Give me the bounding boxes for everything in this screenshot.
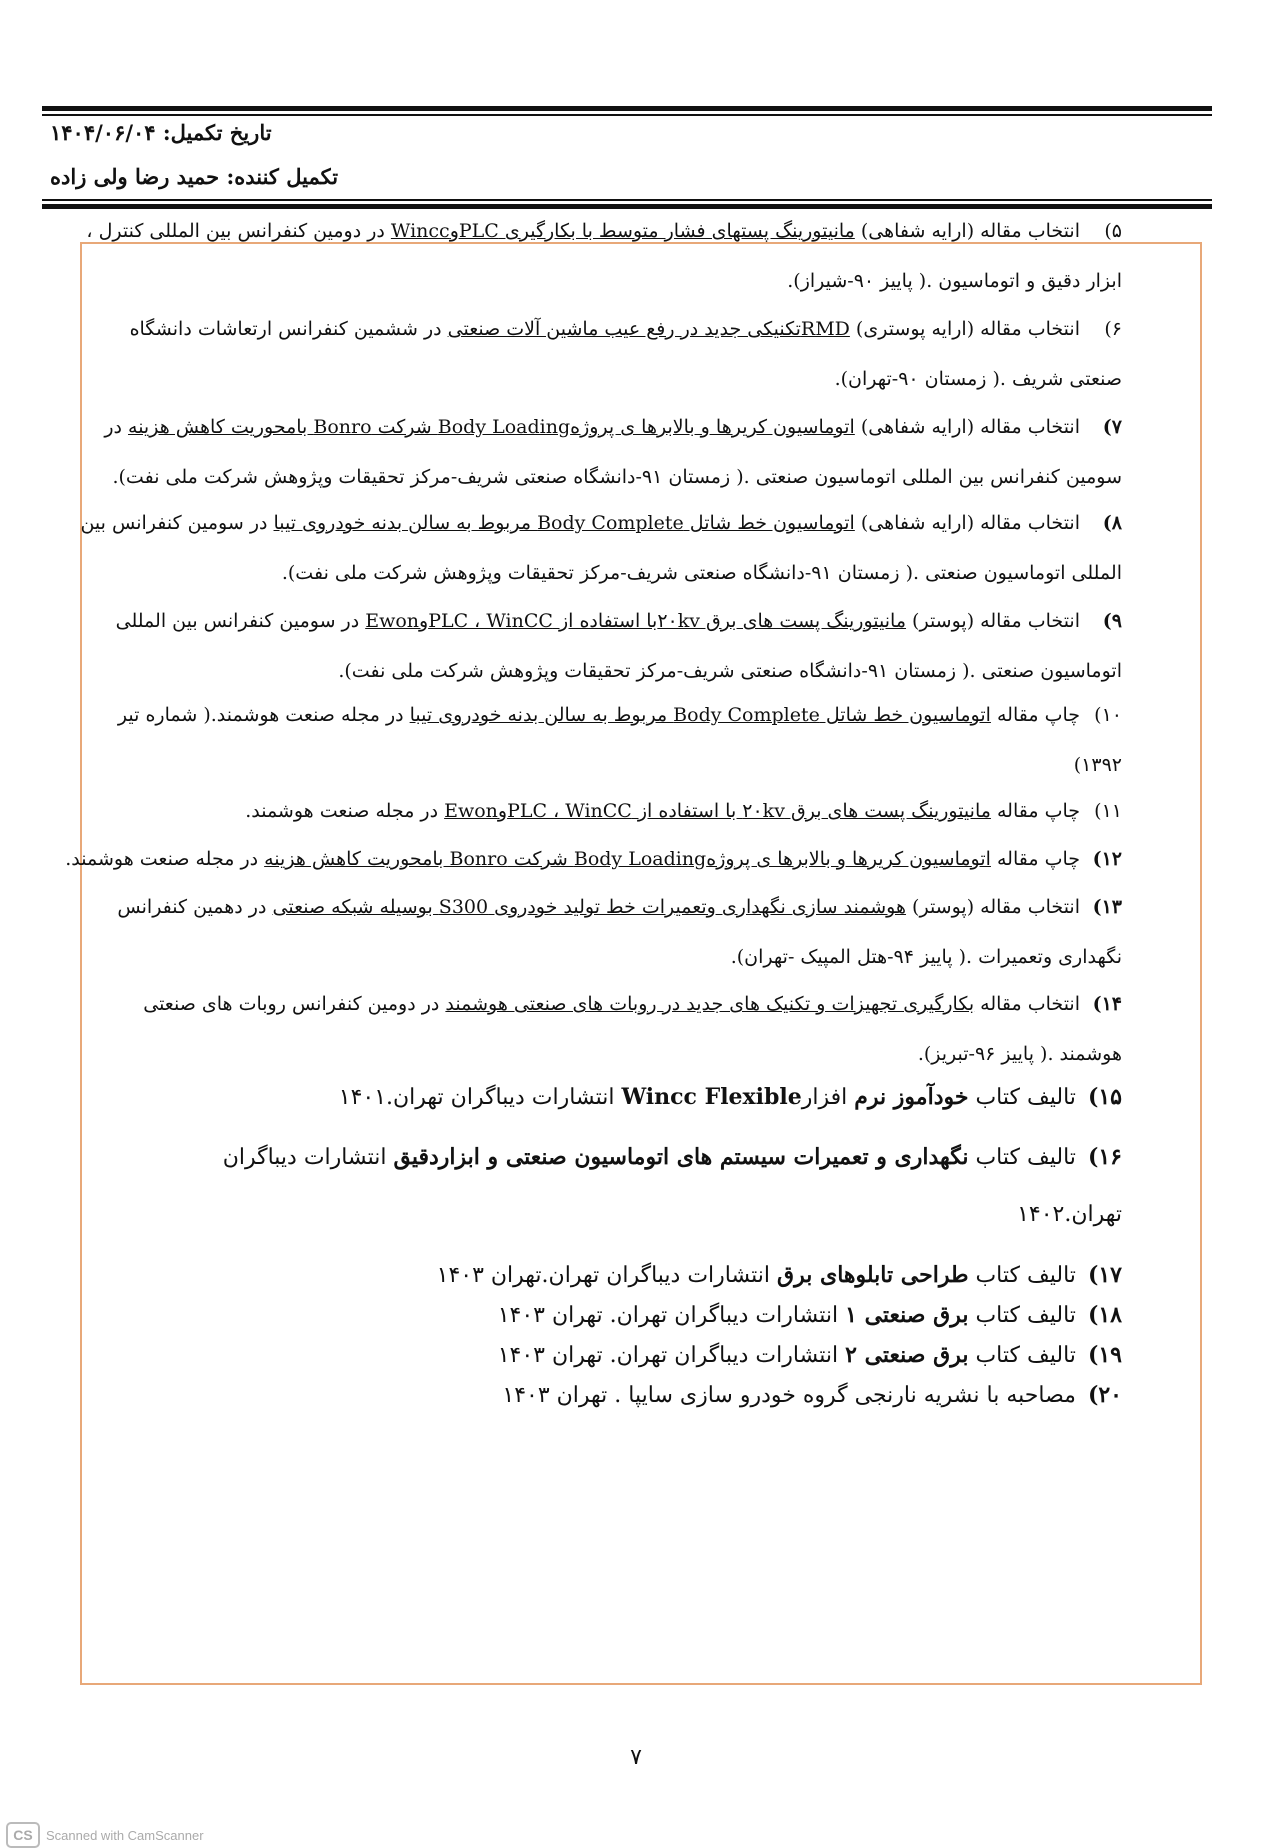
text-segment: تهران.۱۴۰۲ [1017, 1202, 1122, 1227]
page-number: ۷ [630, 1745, 642, 1770]
item-number: ۱۹) [1087, 1342, 1122, 1368]
book-title: Wincc Flexible [621, 1084, 802, 1110]
text-segment: انتخاب مقاله (ارایه پوستری) [849, 318, 1080, 340]
book-item-line [90, 1074, 1122, 1121]
item-number: ۱۲) [1092, 848, 1122, 870]
camscanner-watermark [6, 1822, 204, 1848]
item-number: ۱۳) [1092, 896, 1122, 918]
book-item-line [90, 1192, 1164, 1238]
text-segment: انتخاب مقاله (پوستر) [906, 610, 1080, 632]
text-segment: نگهداری وتعمیرات .( پاییز ۹۴-هتل المپیک -تهران). [730, 946, 1122, 968]
text-segment: ابزار دقیق و اتوماسیون .( پاییز ۹۰-شیراز). [787, 270, 1122, 292]
article-title: اتوماسیون خط شاتل Body Complete مربوط به سالن بدنه خودروی تیبا [409, 704, 991, 726]
text-segment: ۱۳۹۲) [1073, 754, 1122, 776]
article-title: هوشمند سازی نگهداری وتعمیرات خط تولید خودروی S300 بوسیله شبکه صنعتی [272, 896, 907, 918]
text-segment: چاپ مقاله [990, 848, 1080, 870]
text-segment: در دومین کنفرانس بین المللی کنترل ، [86, 220, 391, 242]
item-number: ۱۶) [1087, 1144, 1122, 1170]
text-segment: اتوماسیون صنعتی .( زمستان ۹۱-دانشگاه صنعتی شریف-مرکز تحقیقات وپژوهش شرکت ملی نفت). [338, 660, 1122, 682]
camscanner-icon: CS [6, 1822, 40, 1848]
article-title: مانیتورینگ پست های برق ۲۰kv با استفاده از PLC ، WinCCوEwon [444, 800, 991, 822]
item-number: ۹) [1102, 610, 1122, 632]
item-number: ۸) [1102, 512, 1122, 534]
article-title: بکارگیری تجهیزات و تکنیک های جدید در روبات های صنعتی هوشمند [445, 993, 975, 1015]
book-title: خودآموز نرم [854, 1084, 969, 1110]
text-segment: تالیف کتاب [968, 1343, 1076, 1368]
text-segment: در ششمین کنفرانس ارتعاشات دانشگاه [129, 318, 448, 340]
text-segment: در سومین کنفرانس بین المللی [115, 610, 366, 632]
text-segment: سومین کنفرانس بین المللی اتوماسیون صنعتی .( زمستان ۹۱-دانشگاه صنعتی شریف-مرکز تحقیقات وپژوهش شرکت ملی نفت). [112, 466, 1122, 488]
text-segment: انتخاب مقاله [974, 993, 1080, 1015]
text-segment: انتخاب مقاله (ارایه شفاهی) [854, 512, 1080, 534]
item-number: ۷) [1102, 416, 1122, 438]
item-number: ۱۵) [1087, 1084, 1122, 1110]
text-segment: تالیف کتاب [968, 1145, 1076, 1170]
book-item-line [90, 1372, 1122, 1419]
text-segment: صنعتی شریف .( زمستان ۹۰-تهران). [834, 368, 1122, 390]
item-number: ۱۰) [1094, 704, 1122, 726]
item-number: ۱۷) [1087, 1262, 1122, 1288]
text-segment: در سومین کنفرانس بین [80, 512, 274, 534]
text-segment: انتشارات دیباگران تهران. تهران ۱۴۰۳ [497, 1343, 846, 1368]
text-segment: چاپ مقاله [990, 800, 1080, 822]
item-number: ۱۸) [1087, 1302, 1122, 1328]
text-segment: در دومین کنفرانس روبات های صنعتی [143, 993, 446, 1015]
text-segment: مصاحبه با نشریه نارنجی گروه خودرو سازی سایپا . تهران ۱۴۰۳ [502, 1383, 1076, 1408]
header-rule-top-thick [42, 106, 1212, 111]
text-segment: انتشارات دیباگران تهران. تهران ۱۴۰۳ [497, 1303, 846, 1328]
text-segment: انتخاب مقاله (پوستر) [906, 896, 1080, 918]
item-number: ۱۱) [1094, 800, 1122, 822]
book-title: برق صنعتی ۲ [845, 1342, 969, 1368]
text-segment: در مجله صنعت هوشمند. [245, 800, 445, 822]
text-segment: تالیف کتاب [968, 1263, 1076, 1288]
completed-by: تکمیل کننده: حمید رضا ولی زاده [50, 164, 339, 189]
text-segment: تالیف کتاب [968, 1085, 1076, 1110]
header-rule-bottom-thin [42, 199, 1212, 201]
article-title: اتوماسیون کریرها و بالابرها ی پروژهBody Loading شرکت Bonro بامحوریت کاهش هزینه [128, 416, 855, 438]
text-segment: تالیف کتاب [968, 1303, 1076, 1328]
book-title: نگهداری و تعمیرات سیستم های اتوماسیون صنعتی و ابزاردقیق [393, 1144, 969, 1170]
book-title: طراحی تابلوهای برق [777, 1262, 969, 1288]
item-number: ۶) [1104, 318, 1122, 340]
completion-date: تاریخ تکمیل: ۱۴۰۴/۰۶/۰۴ [50, 120, 272, 145]
text-segment: هوشمند .( پاییز ۹۶-تبریز). [917, 1043, 1122, 1065]
text-segment: المللی اتوماسیون صنعتی .( زمستان ۹۱-دانشگاه صنعتی شریف-مرکز تحقیقات وپژوهش شرکت ملی نفت). [281, 562, 1122, 584]
book-item-line [90, 1134, 1122, 1181]
article-title: RMDتکنیکی جدید در رفع عیب ماشین آلات صنعتی [447, 318, 850, 340]
item-number: ۵) [1104, 220, 1122, 242]
book-title: برق صنعتی ۱ [845, 1302, 969, 1328]
text-segment: انتخاب مقاله (ارایه شفاهی) [854, 220, 1080, 242]
article-title: مانیتورینگ پست های برق ۲۰kvبا استفاده از PLC ، WinCCوEwon [365, 610, 907, 632]
text-segment: در مجله صنعت هوشمند. [65, 848, 265, 870]
text-segment: انتشارات دیباگران تهران.۱۴۰۱ [338, 1085, 622, 1110]
item-number: ۱۴) [1092, 993, 1122, 1015]
article-title: اتوماسیون خط شاتل Body Complete مربوط به سالن بدنه خودروی تیبا [273, 512, 855, 534]
text-segment: در دهمین کنفرانس [117, 896, 273, 918]
camscanner-text: Scanned with CamScanner [46, 1827, 204, 1843]
header-rule-top-thin [42, 114, 1212, 116]
article-title: مانیتورینگ پستهای فشار متوسط با بکارگیری PLCوWincc [390, 220, 855, 242]
text-segment: در مجله صنعت هوشمند.( شماره تیر [117, 704, 410, 726]
item-number: ۲۰) [1087, 1382, 1122, 1408]
article-title: اتوماسیون کریرها و بالابرها ی پروژهBody Loading شرکت Bonro بامحوریت کاهش هزینه [264, 848, 991, 870]
text-segment: انتشارات دیباگران [222, 1145, 394, 1170]
text-segment: چاپ مقاله [990, 704, 1080, 726]
text-segment: انتخاب مقاله (ارایه شفاهی) [854, 416, 1080, 438]
text-segment: افزار [801, 1085, 855, 1110]
text-segment: در [104, 416, 129, 438]
text-segment: انتشارات دیباگران تهران.تهران ۱۴۰۳ [436, 1263, 777, 1288]
